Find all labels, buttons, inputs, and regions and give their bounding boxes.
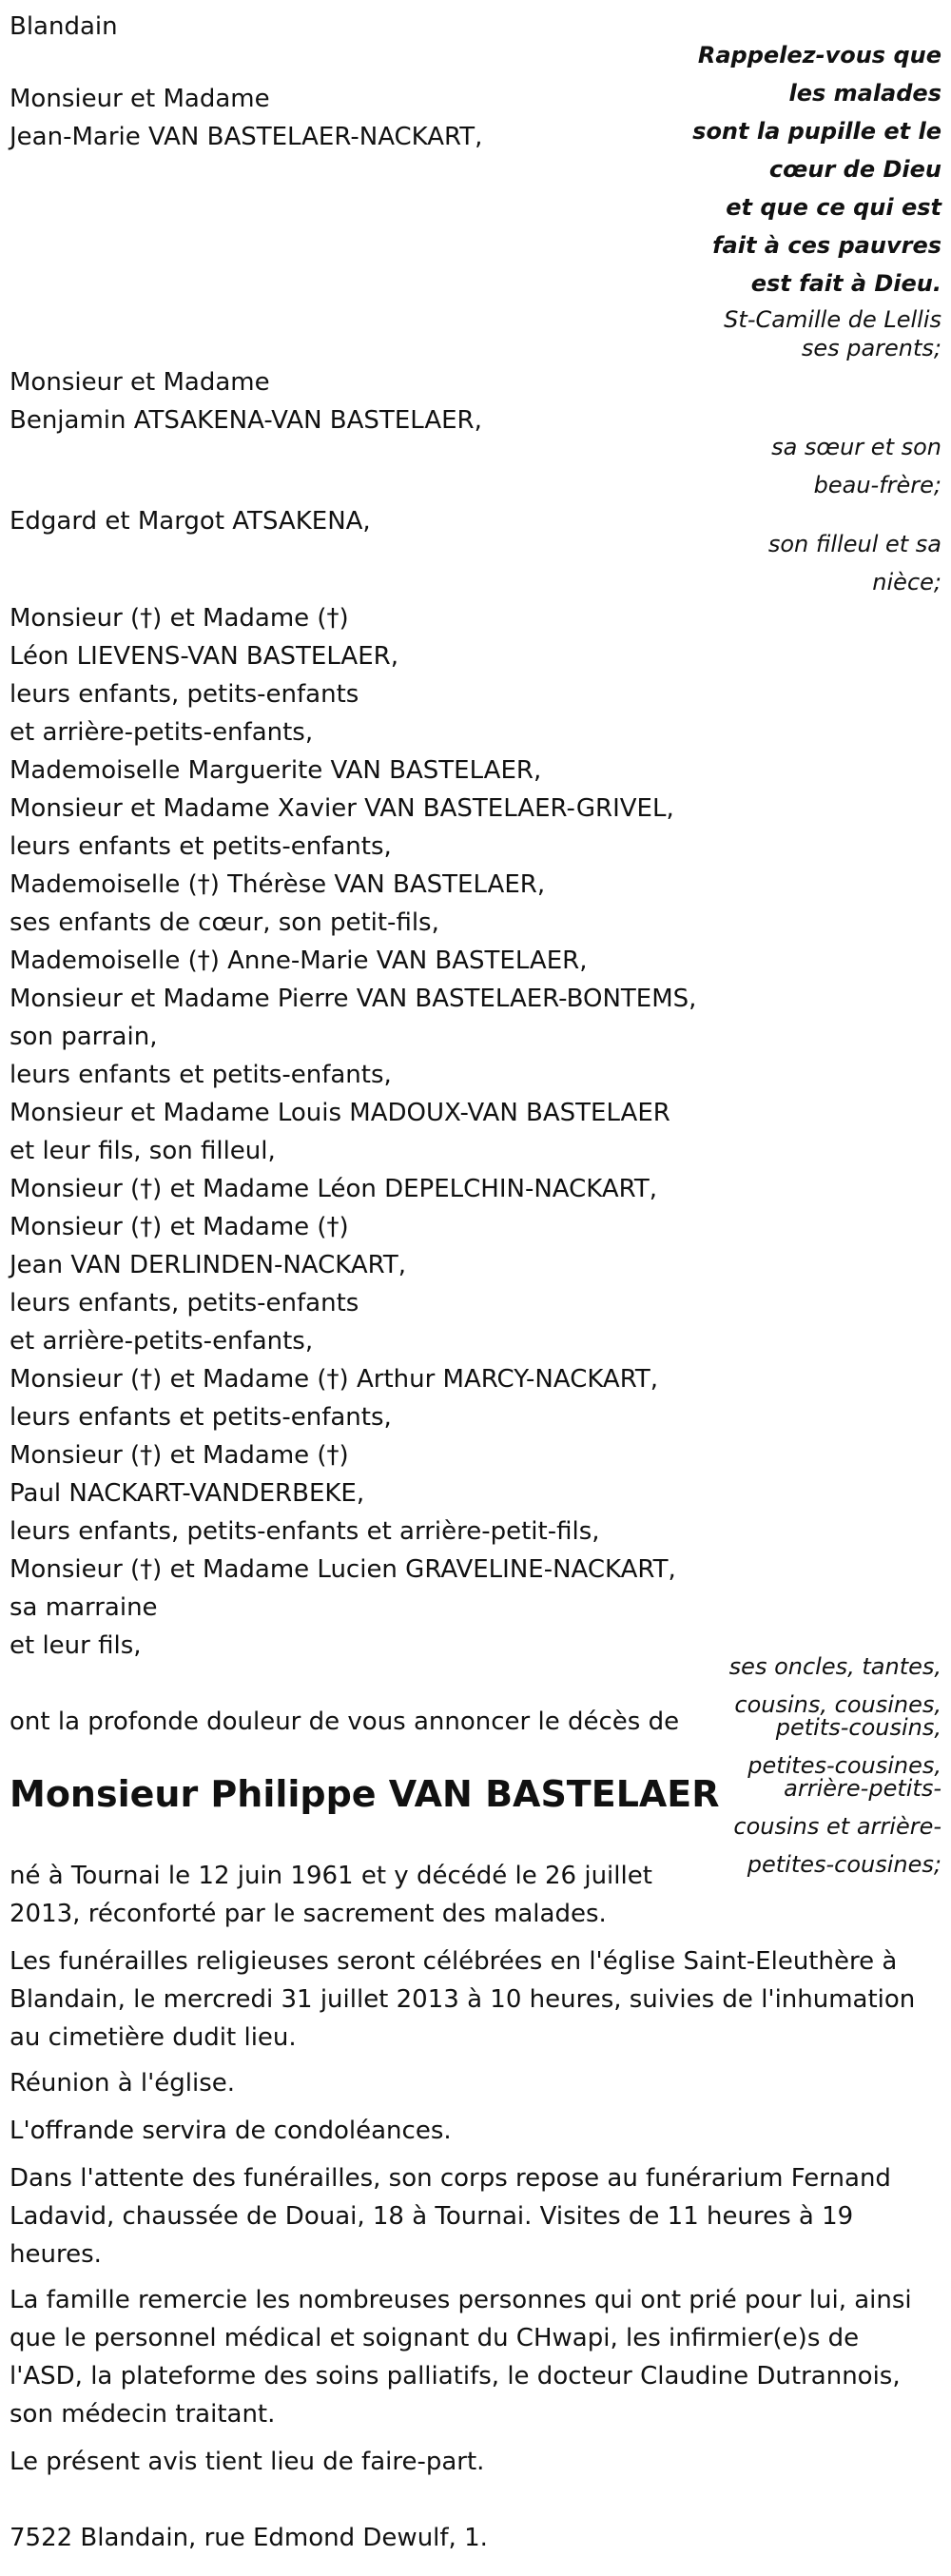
godchildren-relation: nièce; bbox=[872, 569, 941, 595]
godchildren-names: Edgard et Margot ATSAKENA, bbox=[10, 507, 371, 536]
sister-name: Benjamin ATSAKENA-VAN BASTELAER, bbox=[10, 406, 482, 435]
family-member-line: Monsieur (†) et Madame Léon DEPELCHIN-NACKART, bbox=[10, 1175, 657, 1203]
sister-line: Monsieur et Madame bbox=[10, 368, 270, 397]
family-member-line: Monsieur (†) et Madame (†) bbox=[10, 1441, 349, 1470]
relation-line: arrière-petits- bbox=[784, 1775, 941, 1802]
family-member-line: et leur fils, bbox=[10, 1631, 142, 1660]
thanks-text: La famille remercie les nombreuses personnes qui ont prié pour lui, ainsi que le personnel médical et soignant du CHwapi, les infirmier(e)s de l'ASD, la plateforme des soins palliatifs, le docteur Claudine Dutrannois, son médecin traitant. bbox=[10, 2286, 912, 2429]
family-member-line: ses enfants de cœur, son petit-fils, bbox=[10, 908, 439, 937]
notice-text: Le présent avis tient lieu de faire-part. bbox=[10, 2448, 485, 2476]
birth-death-line: né à Tournai le 12 juin 1961 et y décédé le 26 juillet bbox=[10, 1862, 652, 1890]
parents-relation: ses parents; bbox=[801, 335, 941, 361]
family-member-line: Mademoiselle (†) Thérèse VAN BASTELAER, bbox=[10, 870, 546, 899]
family-member-line: Jean VAN DERLINDEN-NACKART, bbox=[10, 1251, 406, 1279]
family-member-line: Monsieur (†) et Madame (†) bbox=[10, 1213, 349, 1241]
family-member-line: et leur fils, son filleul, bbox=[10, 1137, 276, 1165]
parents-name: Jean-Marie VAN BASTELAER-NACKART, bbox=[10, 123, 483, 151]
family-member-line: et arrière-petits-enfants, bbox=[10, 1327, 314, 1356]
family-member-line: et arrière-petits-enfants, bbox=[10, 718, 314, 747]
family-member-line: Mademoiselle Marguerite VAN BASTELAER, bbox=[10, 756, 542, 785]
parents-line: Monsieur et Madame bbox=[10, 85, 270, 113]
quote-line: fait à ces pauvres bbox=[712, 232, 941, 259]
quote-line: les malades bbox=[788, 80, 941, 107]
place-header: Blandain bbox=[10, 12, 118, 41]
deceased-name: Monsieur Philippe VAN BASTELAER bbox=[10, 1773, 720, 1815]
family-member-line: Monsieur et Madame Louis MADOUX-VAN BASTELAER bbox=[10, 1099, 670, 1127]
relation-line: petites-cousines, bbox=[747, 1752, 941, 1779]
family-member-line: Monsieur et Madame Xavier VAN BASTELAER-GRIVEL, bbox=[10, 794, 674, 823]
relation-line: cousins et arrière- bbox=[733, 1813, 941, 1840]
family-member-line: sa marraine bbox=[10, 1593, 158, 1622]
family-member-line: leurs enfants, petits-enfants bbox=[10, 680, 359, 709]
sister-relation: beau-frère; bbox=[813, 472, 941, 498]
family-member-line: Mademoiselle (†) Anne-Marie VAN BASTELAER, bbox=[10, 946, 588, 975]
funeral-text: Les funérailles religieuses seront célébrées en l'église Saint-Eleuthère à Blandain, le mercredi 31 juillet 2013 à 10 heures, suivies de l'inhumation au cimetière dudit lieu. bbox=[10, 1947, 916, 2052]
family-member-line: Léon LIEVENS-VAN BASTELAER, bbox=[10, 642, 398, 671]
quote-author: St-Camille de Lellis bbox=[724, 306, 941, 333]
sister-relation: sa sœur et son bbox=[771, 434, 941, 460]
relation-line: cousins, cousines, bbox=[734, 1691, 941, 1718]
relation-line: petites-cousines; bbox=[747, 1851, 941, 1878]
birth-death-line: 2013, réconforté par le sacrement des malades. bbox=[10, 1900, 607, 1928]
quote-line: cœur de Dieu bbox=[768, 156, 941, 183]
family-member-line: Paul NACKART-VANDERBEKE, bbox=[10, 1479, 365, 1508]
quote-line: sont la pupille et le bbox=[692, 118, 941, 145]
quote-line: et que ce qui est bbox=[726, 194, 941, 221]
meeting-text: Réunion à l'église. bbox=[10, 2069, 236, 2098]
family-member-line: leurs enfants et petits-enfants, bbox=[10, 1061, 392, 1089]
family-list bbox=[10, 599, 696, 1665]
family-member-line: Monsieur (†) et Madame (†) bbox=[10, 604, 349, 633]
family-member-line: leurs enfants, petits-enfants bbox=[10, 1289, 359, 1317]
family-member-line: leurs enfants et petits-enfants, bbox=[10, 832, 392, 861]
offering-text: L'offrande servira de condoléances. bbox=[10, 2117, 452, 2145]
address-text: 7522 Blandain, rue Edmond Dewulf, 1. bbox=[10, 2524, 488, 2552]
family-member-line: son parrain, bbox=[10, 1023, 158, 1051]
relation-line: ses oncles, tantes, bbox=[728, 1653, 941, 1680]
relation-line: petits-cousins, bbox=[775, 1714, 941, 1741]
quote-line: est fait à Dieu. bbox=[750, 270, 941, 297]
family-member-line: Monsieur (†) et Madame Lucien GRAVELINE-NACKART, bbox=[10, 1555, 676, 1584]
family-member-line: leurs enfants et petits-enfants, bbox=[10, 1403, 392, 1432]
family-member-line: leurs enfants, petits-enfants et arrière-petit-fils, bbox=[10, 1517, 600, 1546]
announcement-text: ont la profonde douleur de vous annoncer le décès de bbox=[10, 1708, 680, 1736]
quote-line: Rappelez-vous que bbox=[697, 42, 941, 68]
family-member-line: Monsieur et Madame Pierre VAN BASTELAER-BONTEMS, bbox=[10, 985, 697, 1013]
godchildren-relation: son filleul et sa bbox=[767, 531, 941, 557]
family-member-line: Monsieur (†) et Madame (†) Arthur MARCY-NACKART, bbox=[10, 1365, 659, 1394]
visitation-text: Dans l'attente des funérailles, son corps repose au funérarium Fernand Ladavid, chaussée de Douai, 18 à Tournai. Visites de 11 heures à 19 heures. bbox=[10, 2164, 891, 2269]
